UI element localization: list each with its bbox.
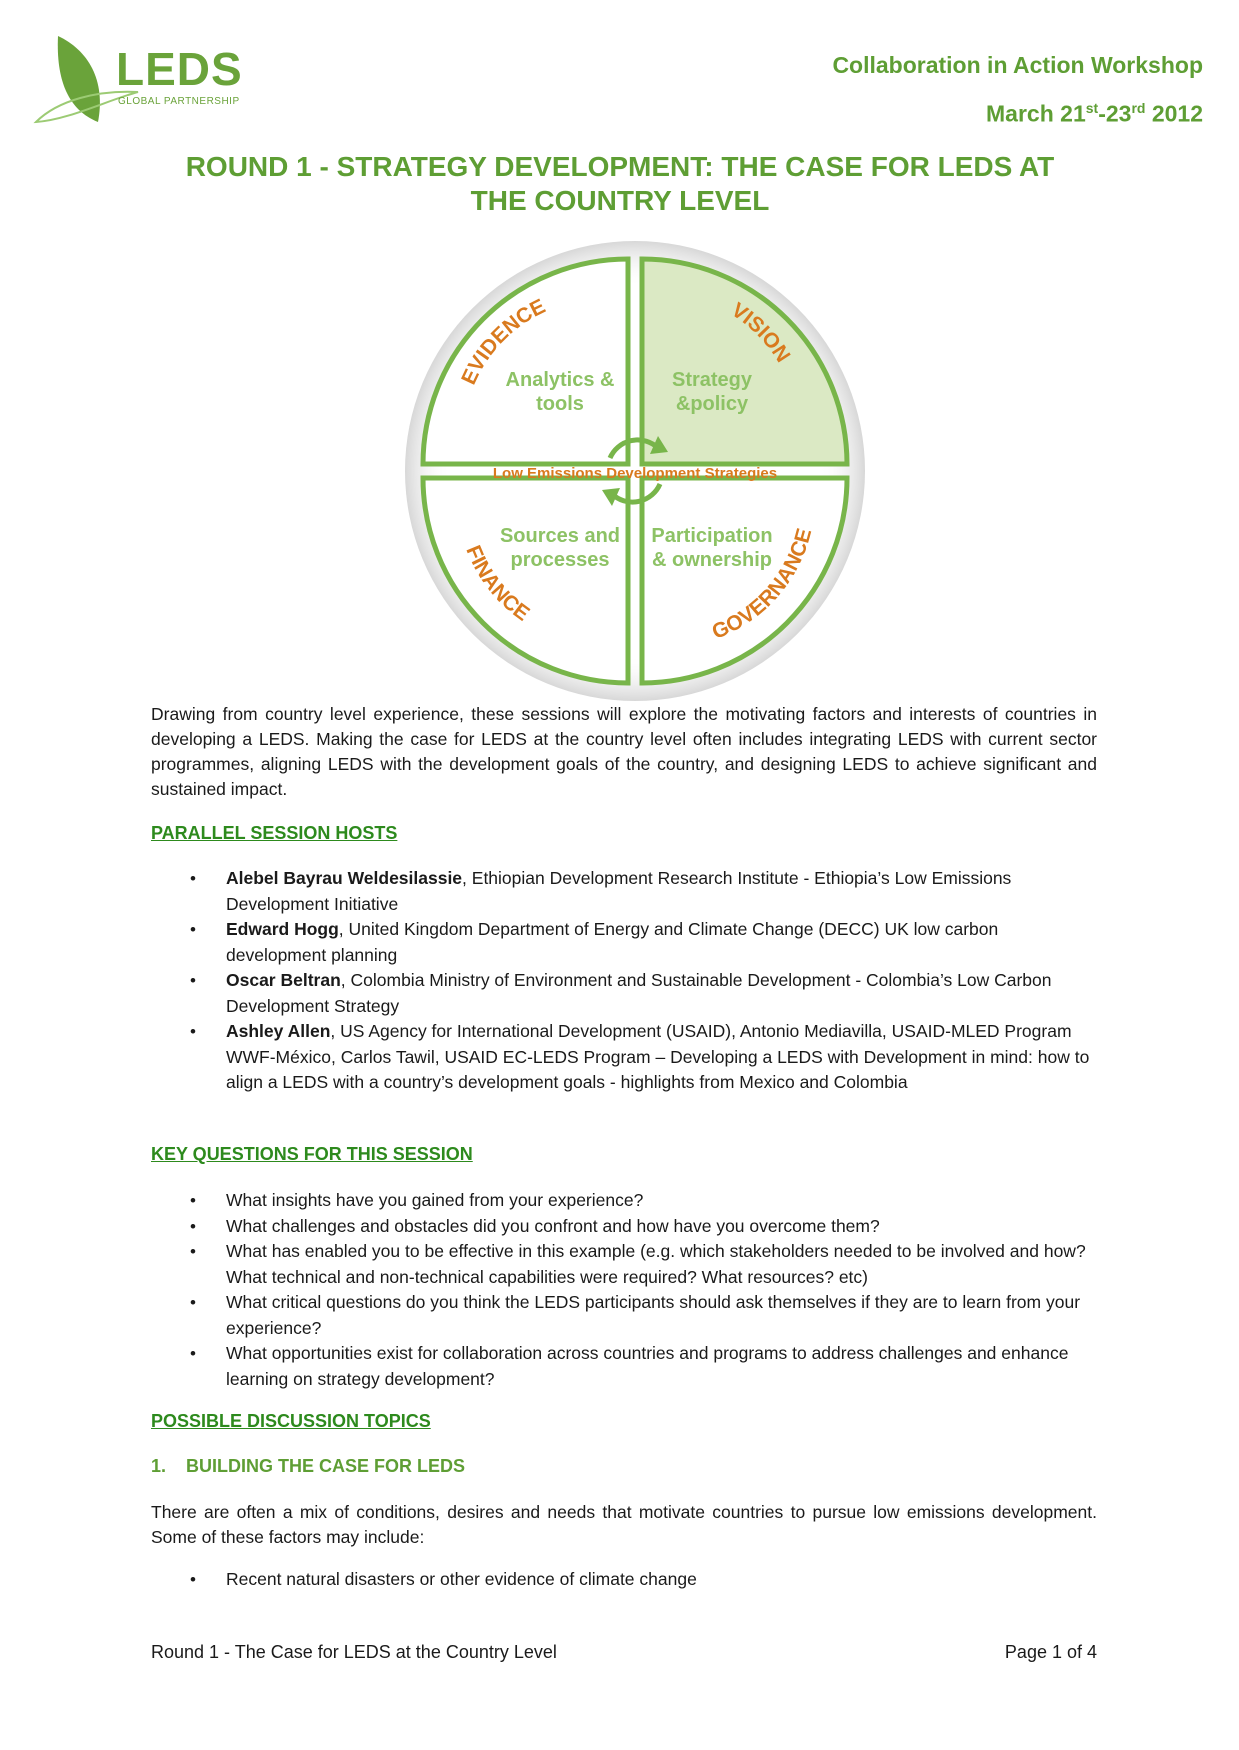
hosts-heading: PARALLEL SESSION HOSTS <box>151 823 398 843</box>
questions-heading: KEY QUESTIONS FOR THIS SESSION <box>151 1144 473 1164</box>
event-title: Collaboration in Action Workshop <box>832 52 1203 78</box>
tag-vision: VISION <box>727 298 795 367</box>
list-item: • What opportunities exist for collaboration across countries and programs to address challenges and enhance learning on strategy development? <box>176 1341 1096 1392</box>
page-title-line-2: THE COUNTRY LEVEL <box>470 185 770 216</box>
list-item: • Alebel Bayrau Weldesilassie, Ethiopian Development Research Institute - Ethiopia’s Low Emissions Development Initiative <box>176 866 1096 917</box>
list-item: • What challenges and obstacles did you confront and how have you overcome them? <box>176 1214 1096 1240</box>
page-title <box>130 150 1110 218</box>
label-strategy-2: &policy <box>675 393 749 415</box>
logo-wordmark: LEDS <box>116 43 243 95</box>
intro-paragraph: Drawing from country level experience, these sessions will explore the motivating factors and interests of countries in developing a LEDS. Making the case for LEDS at the country level often includes integrating LEDS with current sector programmes, aligning LEDS with the development goals of the country, and designing LEDS to achieve significant and sustained impact. <box>151 704 1097 799</box>
topic-1-paragraph: There are often a mix of conditions, desires and needs that motivate countries to pursue low emissions development. Some of these factors may include: <box>151 1502 1097 1547</box>
list-item: • Ashley Allen, US Agency for International Development (USAID), Antonio Mediavilla, USAID-MLED Program WWF-México, Carlos Tawil, USAID EC-LEDS Program – Developing a LEDS with Development in mind: how to align a LEDS with a country’s development goals - highlights from Mexico and Colombia <box>176 1019 1096 1096</box>
topic-1-heading: 1. BUILDING THE CASE FOR LEDS <box>151 1456 466 1476</box>
list-item: • What has enabled you to be effective in this example (e.g. which stakeholders needed to be involved and how? What technical and non-technical capabilities were required? What resources? etc) <box>176 1239 1096 1290</box>
topics-list <box>176 1567 1096 1593</box>
topics-heading: POSSIBLE DISCUSSION TOPICS <box>151 1411 431 1431</box>
list-item: • What insights have you gained from your experience? <box>176 1188 1096 1214</box>
quadrant-governance <box>642 478 847 683</box>
label-participation-2: & ownership <box>651 549 773 571</box>
label-analytics-2: tools <box>536 393 584 415</box>
quadrant-finance <box>423 478 628 683</box>
label-analytics-1: Analytics & <box>505 369 615 391</box>
tag-governance: GOVERNANCE <box>708 526 817 644</box>
footer-title: Round 1 - The Case for LEDS at the Country Level <box>151 1642 557 1662</box>
page-title-line-1: ROUND 1 - STRATEGY DEVELOPMENT: THE CASE FOR LEDS AT <box>185 151 1055 182</box>
quadrant-evidence <box>423 259 628 464</box>
logo-subtitle: GLOBAL PARTNERSHIP <box>118 96 240 107</box>
list-item: • Edward Hogg, United Kingdom Department of Energy and Climate Change (DECC) UK low carbon development planning <box>176 917 1096 968</box>
quadrant-vision <box>642 259 847 464</box>
label-strategy-1: Strategy <box>671 369 753 391</box>
tag-evidence: EVIDENCE <box>457 294 550 389</box>
hosts-list <box>176 866 1096 1096</box>
questions-list <box>176 1188 1096 1392</box>
list-item: • What critical questions do you think the LEDS participants should ask themselves if they are to learn from your experience? <box>176 1290 1096 1341</box>
leds-framework-diagram <box>400 236 870 706</box>
center-label: Low Emissions Development Strategies <box>492 465 778 482</box>
label-sources-2: processes <box>510 549 610 571</box>
tag-finance: FINANCE <box>461 542 534 626</box>
list-item: • Oscar Beltran, Colombia Ministry of Environment and Sustainable Development - Colombia’s Low Carbon Development Strategy <box>176 968 1096 1019</box>
list-item: • Recent natural disasters or other evidence of climate change <box>176 1567 1096 1593</box>
page-number: Page 1 of 4 <box>1004 1642 1097 1662</box>
label-participation-1: Participation <box>651 525 773 547</box>
label-sources-1: Sources and <box>499 525 621 547</box>
event-date: March 21st-23rd 2012 <box>986 100 1203 127</box>
